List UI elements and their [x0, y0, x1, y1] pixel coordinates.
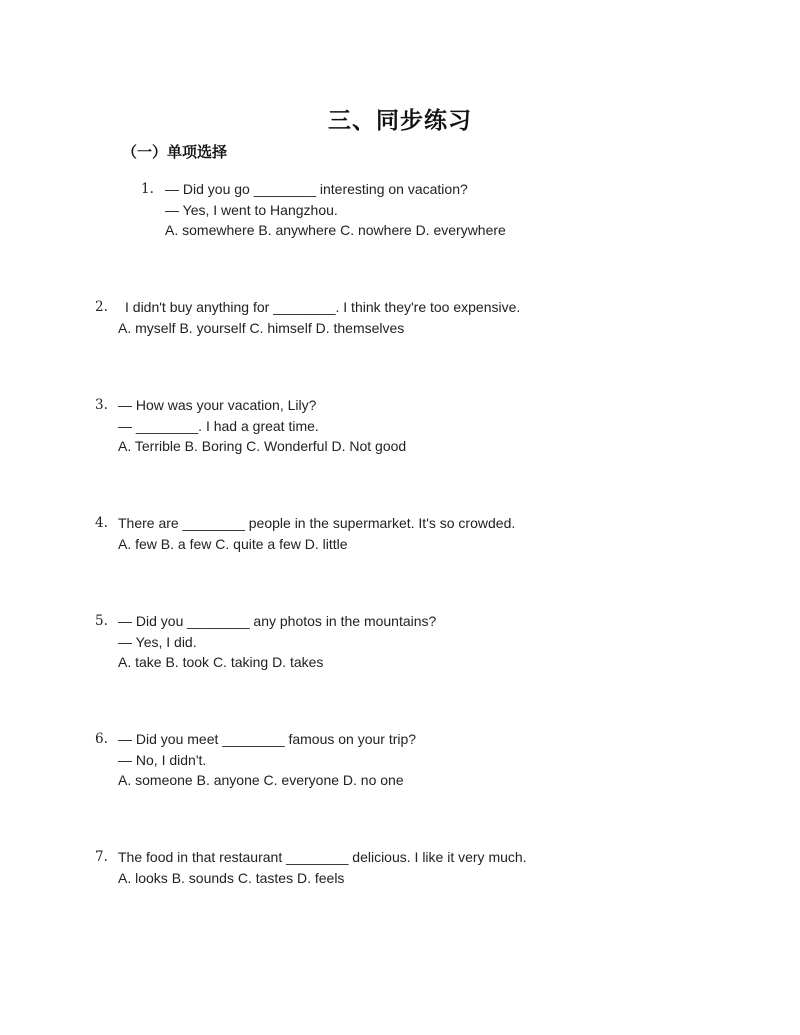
question-number: 1. [141, 181, 154, 197]
question-line: — Yes, I went to Hangzhou. [165, 201, 338, 218]
section-heading: （一）单项选择 [122, 143, 228, 161]
question-6 [95, 729, 416, 791]
question-line: — Yes, I did. [118, 633, 197, 650]
answer-options: A. Terrible B. Boring C. Wonderful D. Not good [118, 438, 407, 454]
question-number: 7. [95, 849, 108, 865]
question-line: — ________. I had a great time. [118, 417, 319, 434]
question-line: There are ________ people in the supermarket. It's so crowded. [118, 515, 516, 531]
question-number: 6. [95, 731, 108, 747]
question-line: — Did you go ________ interesting on vacation? [165, 181, 468, 197]
answer-options: A. someone B. anyone C. everyone D. no one [118, 772, 404, 788]
question-4 [95, 513, 515, 554]
answer-options: A. few B. a few C. quite a few D. little [118, 535, 348, 552]
page-title: 三、同步练习 [328, 108, 472, 134]
question-number: 3. [95, 397, 108, 413]
question-line: I didn't buy anything for ________. I think they're too expensive. [125, 299, 521, 315]
answer-options: A. somewhere B. anywhere C. nowhere D. everywhere [165, 222, 506, 238]
question-line: The food in that restaurant ________ delicious. I like it very much. [118, 849, 527, 865]
question-1 [141, 179, 506, 241]
answer-options: A. looks B. sounds C. tastes D. feels [118, 869, 345, 886]
question-number: 4. [95, 515, 108, 531]
question-3 [95, 395, 406, 457]
question-2 [95, 297, 520, 338]
question-line: — No, I didn't. [118, 751, 207, 768]
question-line: — Did you meet ________ famous on your trip? [118, 731, 417, 747]
question-number: 2. [95, 299, 108, 315]
question-line: — Did you ________ any photos in the mountains? [118, 613, 437, 629]
answer-options: A. take B. took C. taking D. takes [118, 654, 324, 670]
question-line: — How was your vacation, Lily? [118, 397, 317, 413]
question-5 [95, 611, 436, 673]
answer-options: A. myself B. yourself C. himself D. themselves [118, 319, 405, 336]
question-7 [95, 847, 527, 888]
question-number: 5. [95, 613, 108, 629]
